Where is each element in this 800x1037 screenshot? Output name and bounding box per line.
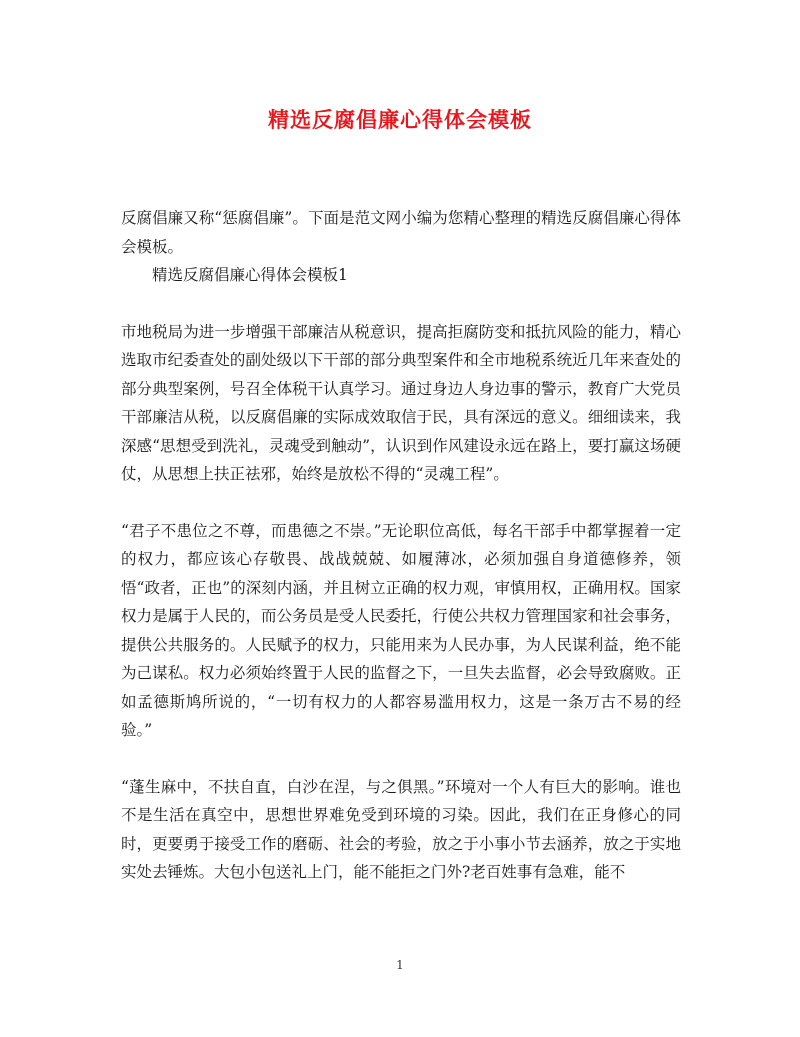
intro-paragraph: 反腐倡廉又称“惩腐倡廉”。下面是范文网小编为您精心整理的精选反腐倡廉心得体会模板。 (121, 209, 681, 256)
document-body (121, 204, 681, 887)
body-paragraph-3: “蓬生麻中，不扶自直，白沙在涅，与之俱黑。”环境对一个人有巨大的影响。谁也不是生活在真空中，思想世界难免受到环境的习染。因此，我们在正身修心的同时，更要勇于接受工作的磨砺、社会的考验，放之于小事小节去涵养，放之于实地实处去锤炼。大包小包送礼上门，能不能拒之门外?老百姓事有急难，能不 (121, 777, 681, 881)
page-number: 1 (396, 958, 404, 972)
section-heading: 精选反腐倡廉心得体会模板1 (152, 266, 348, 284)
body-paragraph-2: “君子不患位之不尊，而患德之不崇。”无论职位高低，每名干部手中都掌握着一定的权力，都应该心存敬畏、战战兢兢、如履薄冰，必须加强自身道德修养，领悟“政者，正也”的深刻内涵，并且树立正确的权力观，审慎用权，正确用权。国家权力是属于人民的，而公务员是受人民委托，行使公共权力管理国家和社会事务，提供公共服务的。人民赋予的权力，只能用来为人民办事，为人民谋利益，绝不能为己谋私。权力必须始终置于人民的监督之下，一旦失去监督，必会导致腐败。正如孟德斯鸠所说的，“一切有权力的人都容易滥用权力，这是一条万古不易的经验。” (121, 521, 681, 739)
document-title: 精选反腐倡廉心得体会模板 (268, 107, 532, 132)
body-paragraph-1: 市地税局为进一步增强干部廉洁从税意识，提高拒腐防变和抵抗风险的能力，精心选取市纪委查处的副处级以下干部的部分典型案件和全市地税系统近几年来查处的部分典型案例，号召全体税干认真学习。通过身边人身边事的警示，教育广大党员干部廉洁从税，以反腐倡廉的实际成效取信于民，具有深远的意义。细细读来，我深感“思想受到洗礼，灵魂受到触动”，认识到作风建设永远在路上，要打赢这场硬仗，从思想上扶正祛邪，始终是放松不得的“灵魂工程”。 (121, 322, 681, 483)
